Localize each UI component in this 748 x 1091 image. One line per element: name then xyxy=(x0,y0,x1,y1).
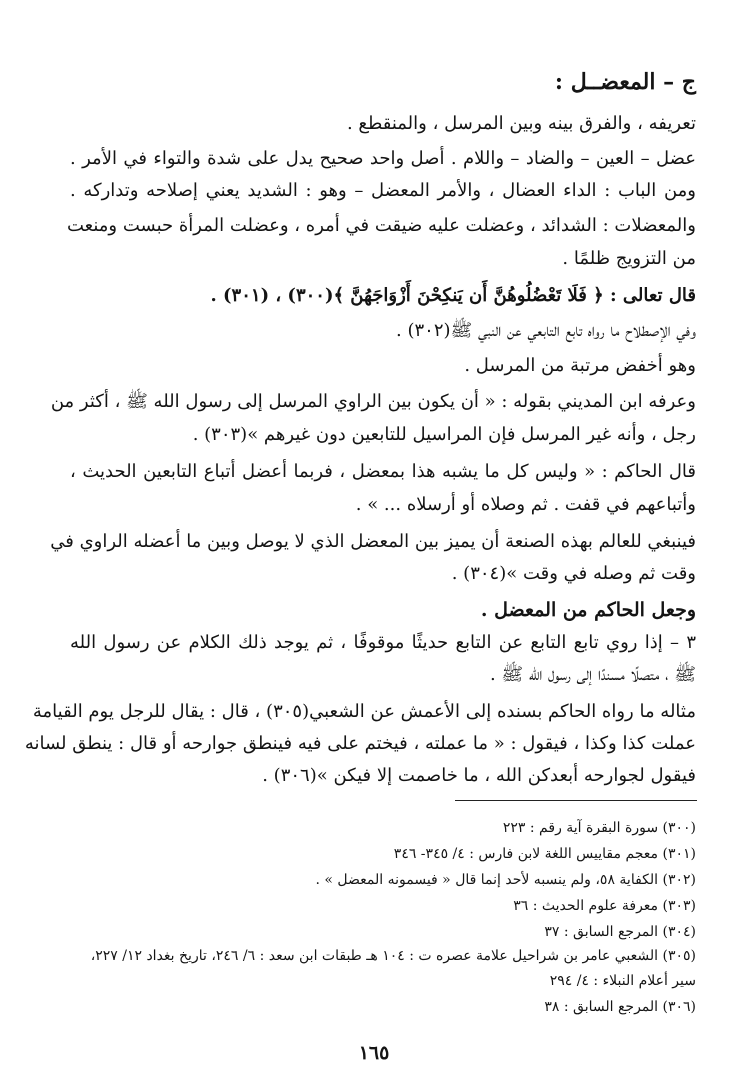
footnote: (٣٠١) معجم مقاييس اللغة لابن فارس : ٤/ ٣٤٥- ٣٤٦ xyxy=(393,846,696,862)
page-number: ١٦٥ xyxy=(358,1042,390,1064)
body-line: مثاله ما رواه الحاكم بسنده إلى الأعمش عن الشعبي(٣٠٥) ، قال : يقال للرجل يوم القيامة xyxy=(32,701,696,722)
body-line: فينبغي للعالم بهذه الصنعة أن يميز بين المعضل الذي لا يوصل وبين ما أعضله الراوي في xyxy=(50,531,696,552)
body-line: تعريفه ، والفرق بينه وبين المرسل ، والمنقطع . xyxy=(346,113,696,134)
footnote: (٣٠٣) معرفة علوم الحديث : ٣٦ xyxy=(513,898,696,914)
quran-verse-line: قال تعالى : ﴿ فَلَا تَعْضُلُوهُنَّ أَن يَنكِحْنَ أَزْوَاجَهُنَّ ﴾(٣٠٠) ، (٣٠١) . xyxy=(210,285,696,306)
body-line: عضل – العين – والضاد – واللام . أصل واحد صحيح يدل على شدة والتواء في الأمر . xyxy=(70,148,696,169)
body-line: وأتباعهم في قفت . ثم وصلاه أو أرسلاه ... » . xyxy=(355,494,696,515)
body-line: عملت كذا وكذا ، فيقول : « ما عملته ، فيختم على فيه فينطق جوارحه أو قال : ينطق لسانه xyxy=(24,733,696,754)
footnote-separator xyxy=(455,800,697,801)
body-line: وعرفه ابن المديني بقوله : « أن يكون بين الراوي المرسل إلى رسول الله ﷺ ، أكثر من xyxy=(50,391,696,412)
body-line: وهو أخفض مرتبة من المرسل . xyxy=(464,355,696,376)
footnote: (٣٠٤) المرجع السابق : ٣٧ xyxy=(544,924,696,940)
body-line: وفي الإصطلاح ما رواه تابع التابعي عن النبي ﷺ(٣٠٢) . xyxy=(396,320,696,341)
body-line: ومن الباب : الداء العضال ، والأمر المعضل – وهو : الشديد يعني إصلاحه وتداركه . xyxy=(70,180,696,201)
body-line: ٣ – إذا روي تابع التابع عن التابع حديثًا موقوفًا ، ثم يوجد ذلك الكلام عن رسول الله xyxy=(70,632,696,653)
footnote: (٣٠٠) سورة البقرة آية رقم : ٢٢٣ xyxy=(502,820,696,836)
footnote-continuation: سير أعلام النبلاء : ٤/ ٢٩٤ xyxy=(549,973,696,989)
footnote: (٣٠٢) الكفاية ٥٨، ولم ينسبه لأحد إنما قال « فيسمونه المعضل » . xyxy=(315,872,696,888)
footnote: (٣٠٦) المرجع السابق : ٣٨ xyxy=(544,999,696,1015)
body-line: ﷺ ، متصلًا مسندًا إلى رسول الله ﷺ . xyxy=(489,664,696,685)
body-line: من التزويج ظلمًا . xyxy=(562,248,696,269)
body-line: والمعضلات : الشدائد ، وعضلت عليه ضيقت في أمره ، وعضلت المرأة حبست ومنعت xyxy=(67,215,696,236)
body-line: رجل ، وأنه غير المرسل فإن المراسيل للتابعين دون غيرهم »(٣٠٣) . xyxy=(192,424,696,445)
footnote: (٣٠٥) الشعبي عامر بن شراحيل علامة عصره ت : ١٠٤ هـ طبقات ابن سعد : ٦/ ٢٤٦، تاريخ بغداد ١٢/ ٢٢٧، xyxy=(90,948,696,964)
body-line: فيقول لجوارحه أبعدكن الله ، ما خاصمت إلا فيكن »(٣٠٦) . xyxy=(262,765,696,786)
body-line: قال الحاكم : « وليس كل ما يشبه هذا بمعضل ، فربما أعضل أتباع التابعين الحديث ، xyxy=(70,461,696,482)
section-heading: ج – المعضــل : xyxy=(554,69,696,95)
body-line: وقت ثم وصله في وقت »(٣٠٤) . xyxy=(451,563,696,584)
subheading: وجعل الحاكم من المعضل . xyxy=(480,599,696,621)
